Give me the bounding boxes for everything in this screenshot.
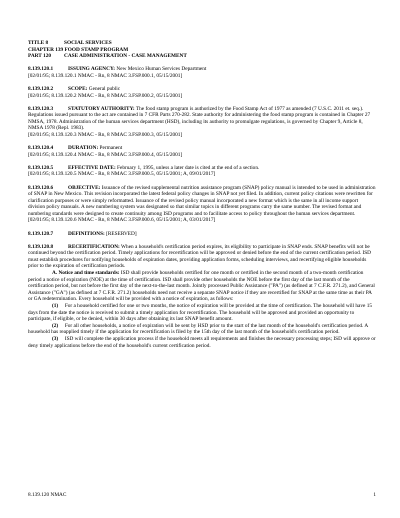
section-history: [02/01/95; 8.139.120.3 NMAC - Rn, 8 NMAC 3.FSP.000.3, 05/15/2001]	[28, 132, 183, 139]
section-scope: 8.139.120.2 SCOPE: General public [02/01/95; 8.139.120.2 NMAC - Rn, 8 NMAC 3.FSP.000.2, 05/15/2001]	[28, 86, 376, 99]
section-history: [02/01/95; 8.139.120.4 NMAC - Rn, 8 NMAC 3.FSP.000.4, 05/15/2001]	[28, 151, 183, 158]
subsection-a: A. Notice and time standards: ISD shall provide households certified for one month or certified in the second month of a two-month certification period a notice of expiration (NOE) at the time of certification. ISD shall provide other households the NOE before the first day of the last month of the certification period, but not before the first day of the next-to-the-last month. Jointly processed Public Assistance ("PA") (as defined at 7 C.F.R. 271.2), and General Assistance ("GA") (as defined at 7 C.F.R. 271.2) households need not receive a separate SNAP notice if they are recertified for SNAP at the same time as their PA or GA redetermination. Every household will be provided with a notice of expiration, as follows:	[28, 270, 375, 303]
section-issuing-agency: 8.139.120.1 ISSUING AGENCY: New Mexico Human Services Department [02/01/95; 8.139.120.1 NMAC - Rn, 8 NMAC 3.FSP.000.1, 05/15/2001]	[28, 66, 376, 79]
footer-citation: 8.139.120 NMAC	[28, 492, 67, 498]
section-history: [02/01/95; 8.139.120.1 NMAC - Rn, 8 NMAC 3.FSP.000.1, 05/15/2001]	[28, 72, 183, 79]
document-body	[28, 40, 376, 356]
page-footer	[28, 492, 376, 499]
paragraph-1: (1) For a household certified for one or two months, the notice of expiration will be provided at the time of certification. The household will have 15 days from the date the notice is received to submit a timely application for recertification. The household will be approved and provided an opportunity to participate, if eligible, or be denied, within 30 days after obtaining its last SNAP benefit amount.	[28, 303, 373, 323]
document-header	[28, 40, 376, 60]
title-line: TITLE 8 SOCIAL SERVICES	[28, 40, 112, 46]
section-recertification: 8.139.120.8 RECERTIFICATION: When a household's certification period expires, its eligibility to participate in SNAP ends. SNAP benefits will not be continued beyond the certification period. Timely applications for recertification will be approved or denied before the end of the current certification period. ISD must establish procedures for notifying households of expiration dates, providing application forms, scheduling interviews, and recertifying eligible households prior to the expiration of certification periods. A. Notice and time standards: ISD shall provide households certified for one month or certified in the second month of a two-month certification period a notice of expiration (NOE) at the time of certification. ISD shall provide other households the NOE before the first day of the last month of the certification period, but not before the first day of the next-to-the-last month. Jointly processed Public Assistance ("PA") (as defined at 7 C.F.R. 271.2), and General Assistance ("GA") (as defined at 7 C.F.R. 271.2) households need not receive a separate SNAP notice if they are recertified for SNAP at the same time as their PA or GA redetermination. Every household will be provided with a notice of expiration, as follows: (1) For a household certified for one or two months, the notice of expiration will be provided at the time of certification. The household will have 15 days from the date the notice is received to submit a timely application for recertification. The household will be approved and provided an opportunity to participate, if eligible, or be denied, within 30 days after obtaining its last SNAP benefit amount. (2) For all other households, a notice of expiration will be sent by HSD prior to the start of the last month of the household's certification period. A household has reapplied timely if the application for recertification is filed by the 15th day of the last month of the household's certification period. (3) ISD will complete the application process if the household meets all requirements and finishes the necessary processing steps; ISD will approve or deny timely applications before the end of the household's current certification period.	[28, 243, 376, 349]
chapter-line: CHAPTER 139 FOOD STAMP PROGRAM	[28, 46, 129, 53]
paragraph-2: (2) For all other households, a notice of expiration will be sent by HSD prior to the start of the last month of the household's certification period. A household has reapplied timely if the application for recertification is filed by the 15th day of the last month of the household's certification period.	[28, 322, 368, 336]
section-history: [02/01/95; 8.139.120.6 NMAC - Rn, 8 NMAC 3.FSP.000.6, 05/15/2001; A, 03/01/2017]	[28, 217, 216, 224]
section-effective-date: 8.139.120.5 EFFECTIVE DATE: February 1, 1995, unless a later date is cited at the end of a section. [02/01/95; 8.139.120.5 NMAC - Rn, 8 NMAC 3.FSP.000.5, 05/15/2001; A, 09/01/2017]	[28, 165, 376, 178]
section-objective: 8.139.120.6 OBJECTIVE: Issuance of the revised supplemental nutrition assistance program (SNAP) policy manual is intended to be used in administration of SNAP in New Mexico. This revision incorporated the latest federal policy changes in SNAP not yet filed. In addition, current policy citations were rewritten for clarification purposes or were simply reformatted. Issuance of the revised policy manual incorporated a new format which is the same in all income support division policy manuals. A new numbering system was designated so that similar topics in different programs carry the same number. The revised format and numbering standards were designed to create continuity among ISD programs and to facilitate access to policy throughout the human services department. [02/01/95; 8.139.120.6 NMAC - Rn, 8 NMAC 3.FSP.000.6, 05/15/2001; A, 03/01/2017]	[28, 184, 376, 224]
section-history: [02/01/95; 8.139.120.2 NMAC - Rn, 8 NMAC 3.FSP.000.2, 05/15/2001]	[28, 92, 183, 99]
page-number: 1	[373, 492, 376, 498]
section-duration: 8.139.120.4 DURATION: Permanent [02/01/95; 8.139.120.4 NMAC - Rn, 8 NMAC 3.FSP.000.4, 05/15/2001]	[28, 145, 376, 158]
section-definitions: 8.139.120.7 DEFINITIONS: [RESERVED]	[28, 230, 137, 237]
paragraph-3: (3) ISD will complete the application process if the household meets all requirements and finishes the necessary processing steps; ISD will approve or deny timely applications before the end of the household's current certification period.	[28, 335, 376, 349]
section-statutory-authority: 8.139.120.3 STATUTORY AUTHORITY: The food stamp program is authorized by the Food Stamp Act of 1977 as amended (7 U.S.C. 2011 et. seq.). Regulations issued pursuant to the act are contained in 7 CFR Parts 270-282. State authority for administering the food stamp program is contained in Chapter 27 NMSA, 1978. Administration of the human services department (HSD), including its authority to promulgate regulations, is governed by Chapter 9, Article 8, NMSA 1978 (Repl. 1983). [02/01/95; 8.139.120.3 NMAC - Rn, 8 NMAC 3.FSP.000.3, 05/15/2001]	[28, 106, 376, 139]
section-history: [02/01/95; 8.139.120.5 NMAC - Rn, 8 NMAC 3.FSP.000.5, 05/15/2001; A, 09/01/2017]	[28, 171, 216, 178]
part-line: PART 120 CASE ADMINISTRATION - CASE MANAGEMENT	[28, 53, 187, 60]
